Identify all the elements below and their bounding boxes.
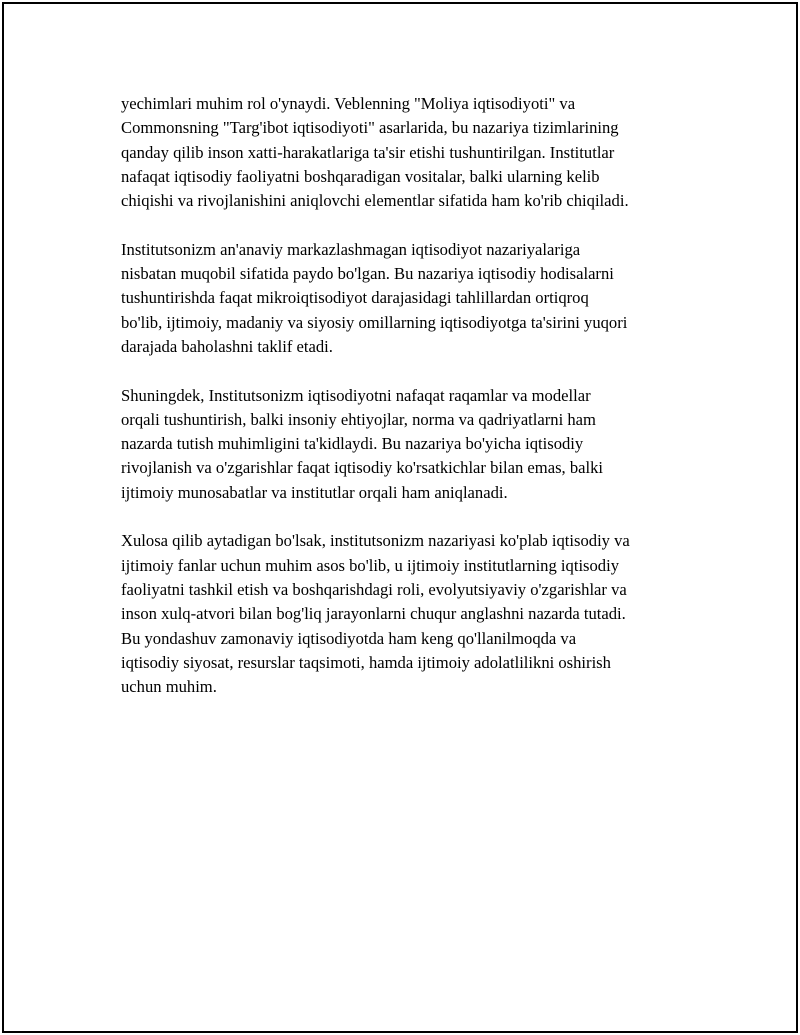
paragraph-line: faoliyatni tashkil etish va boshqarishdagi roli, evolyutsiyaviy o'zgarishlar va: [121, 579, 627, 599]
paragraph-line: qanday qilib inson xatti-harakatlariga ta'sir etishi tushuntirilgan. Institutlar: [121, 142, 615, 162]
paragraph-line: nazarda tutish muhimligini ta'kidlaydi. Bu nazariya bo'yicha iqtisodiy: [121, 434, 584, 454]
paragraph-line: nisbatan muqobil sifatida paydo bo'lgan. Bu nazariya iqtisodiy hodisalarni: [121, 264, 614, 284]
paragraph-line: orqali tushuntirish, balki insoniy ehtiyojlar, norma va qadriyatlarni ham: [121, 409, 596, 429]
paragraph-line: Institutsonizm an'anaviy markazlashmagan iqtisodiyot nazariyalariga: [121, 239, 581, 259]
paragraph-line: inson xulq-atvori bilan bog'liq jarayonlarni chuqur anglashni nazarda tutadi.: [121, 604, 626, 624]
paragraph-1: [121, 92, 701, 213]
paragraph-line: Commonsning "Targ'ibot iqtisodiyoti" asarlarida, bu nazariya tizimlarining: [121, 118, 619, 138]
paragraph-3: [121, 384, 701, 505]
paragraph-line: rivojlanish va o'zgarishlar faqat iqtisodiy ko'rsatkichlar bilan emas, balki: [121, 458, 603, 478]
paragraph-line: darajada baholashni taklif etadi.: [121, 336, 333, 356]
document-page: [2, 2, 798, 1033]
paragraph-line: Shuningdek, Institutsonizm iqtisodiyotni nafaqat raqamlar va modellar: [121, 385, 591, 405]
paragraph-line: uchun muhim.: [121, 677, 217, 697]
paragraph-line: ijtimoiy munosabatlar va institutlar orqali ham aniqlanadi.: [121, 482, 508, 502]
paragraph-line: bo'lib, ijtimoiy, madaniy va siyosiy omillarning iqtisodiyotga ta'sirini yuqori: [121, 312, 628, 332]
paragraph-4: [121, 529, 701, 699]
paragraph-line: tushuntirishda faqat mikroiqtisodiyot darajasidagi tahlillardan ortiqroq: [121, 288, 589, 308]
paragraph-line: yechimlari muhim rol o'ynaydi. Veblenning "Moliya iqtisodiyoti" va: [121, 94, 576, 113]
paragraph-line: nafaqat iqtisodiy faoliyatni boshqaradigan vositalar, balki ularning kelib: [121, 166, 600, 186]
paragraph-line: iqtisodiy siyosat, resurslar taqsimoti, hamda ijtimoiy adolatlilikni oshirish: [121, 652, 611, 672]
paragraph-2: [121, 238, 701, 359]
paragraph-line: ijtimoiy fanlar uchun muhim asos bo'lib, u ijtimoiy institutlarning iqtisodiy: [121, 555, 620, 575]
paragraph-line: chiqishi va rivojlanishini aniqlovchi elementlar sifatida ham ko'rib chiqiladi.: [121, 191, 629, 211]
document-body: [121, 92, 701, 724]
paragraph-line: Xulosa qilib aytadigan bo'lsak, institutsonizm nazariyasi ko'plab iqtisodiy va: [121, 531, 630, 551]
paragraph-line: Bu yondashuv zamonaviy iqtisodiyotda ham keng qo'llanilmoqda va: [121, 628, 577, 648]
